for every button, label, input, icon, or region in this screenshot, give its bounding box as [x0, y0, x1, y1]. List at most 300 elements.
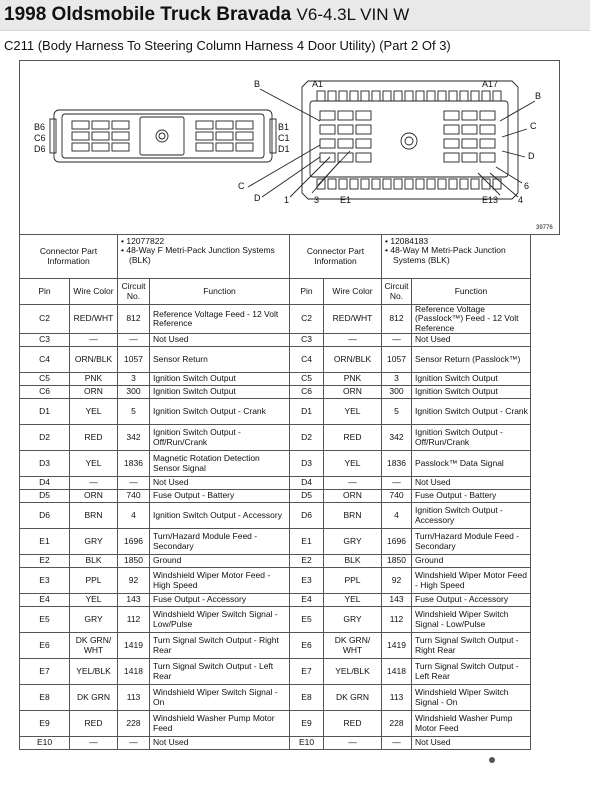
wire-color-cell: ORN	[70, 386, 118, 399]
connector-cavity	[438, 91, 446, 101]
left-label-d6: D6	[34, 144, 46, 154]
function-cell: Sensor Return	[150, 347, 290, 373]
wire-color-cell: —	[70, 477, 118, 490]
pin-cell: C3	[20, 334, 70, 347]
connector-cavity	[317, 179, 325, 189]
col-pin: Pin	[20, 279, 70, 305]
pin-cell: E7	[290, 659, 324, 685]
circuit-cell: 112	[382, 607, 412, 633]
pin-cell: C4	[290, 347, 324, 373]
wire-color-cell: RED	[70, 711, 118, 737]
wire-color-cell: —	[324, 334, 382, 347]
wire-color-cell: RED/WHT	[70, 305, 118, 334]
function-cell: Windshield Wiper Motor Feed - High Speed	[412, 568, 531, 594]
callout-e13: E13	[482, 195, 499, 205]
connector-cavity	[196, 132, 213, 140]
pin-cell: E3	[20, 568, 70, 594]
left-part-description: • 48-Way F Metri-Pack Junction Systems (BLK)	[121, 245, 275, 265]
vehicle-title: 1998 Oldsmobile Truck Bravada	[4, 4, 292, 25]
connector-cavity	[394, 91, 402, 101]
pin-cell: C4	[20, 347, 70, 373]
table-row	[20, 737, 531, 750]
circuit-cell: 113	[382, 685, 412, 711]
circuit-cell: 1836	[382, 451, 412, 477]
connector-cavity	[339, 91, 347, 101]
connector-cavity	[361, 91, 369, 101]
connector-cavity	[236, 132, 253, 140]
pin-cell: D5	[290, 490, 324, 503]
col-circuit-no: Circuit No.	[118, 279, 150, 305]
info-row	[20, 235, 531, 279]
function-cell: Windshield Wiper Switch Signal - Low/Pulse	[412, 607, 531, 633]
pin-cell: D1	[20, 399, 70, 425]
right-part-info	[382, 235, 531, 279]
function-cell: Ground	[150, 555, 290, 568]
wire-color-cell: PPL	[70, 568, 118, 594]
wire-color-cell: YEL	[70, 451, 118, 477]
col-wire-color: Wire Color	[324, 279, 382, 305]
function-cell: Ignition Switch Output - Accessory	[150, 503, 290, 529]
pin-cell: E6	[20, 633, 70, 659]
function-cell: Ignition Switch Output - Accessory	[412, 503, 531, 529]
connector-cavity	[480, 125, 495, 134]
circuit-cell: 1419	[118, 633, 150, 659]
connector-cavity	[444, 153, 459, 162]
function-cell: Ignition Switch Output - Off/Run/Crank	[412, 425, 531, 451]
table-row	[20, 334, 531, 347]
table-row	[20, 594, 531, 607]
connector-cavity	[338, 153, 353, 162]
table-row	[20, 305, 531, 334]
table-row	[20, 555, 531, 568]
connector-cavity	[449, 179, 457, 189]
pin-cell: E8	[20, 685, 70, 711]
table-row	[20, 490, 531, 503]
circuit-cell: 5	[382, 399, 412, 425]
wire-color-cell: PPL	[324, 568, 382, 594]
circuit-cell: 228	[118, 711, 150, 737]
wire-color-cell: RED	[324, 425, 382, 451]
function-cell: Windshield Washer Pump Motor Feed	[150, 711, 290, 737]
pin-cell: D4	[20, 477, 70, 490]
function-cell: Reference Voltage (Passlock™) Feed - 12 Volt Reference	[412, 305, 531, 334]
connector-cavity	[216, 132, 233, 140]
circuit-cell: 3	[118, 373, 150, 386]
pin-cell: D3	[20, 451, 70, 477]
connector-cavity	[338, 111, 353, 120]
pin-cell: E3	[290, 568, 324, 594]
function-cell: Windshield Wiper Motor Feed - High Speed	[150, 568, 290, 594]
circuit-cell: 113	[118, 685, 150, 711]
table-row	[20, 568, 531, 594]
connector-cavity	[372, 91, 380, 101]
connector-cavity	[320, 111, 335, 120]
circuit-cell: 1850	[382, 555, 412, 568]
col-function: Function	[150, 279, 290, 305]
pin-cell: D2	[290, 425, 324, 451]
pin-cell: E7	[20, 659, 70, 685]
pin-cell: C6	[20, 386, 70, 399]
function-cell: Ignition Switch Output	[150, 386, 290, 399]
function-cell: Windshield Wiper Switch Signal - On	[150, 685, 290, 711]
callout-3: 3	[314, 195, 320, 205]
circuit-cell: 740	[118, 490, 150, 503]
table-row	[20, 373, 531, 386]
connector-cavity	[482, 91, 490, 101]
pin-cell: D4	[290, 477, 324, 490]
circuit-cell: 1850	[118, 555, 150, 568]
connector-cavity	[350, 179, 358, 189]
function-cell: Windshield Wiper Switch Signal - Low/Pulse	[150, 607, 290, 633]
circuit-cell: 300	[118, 386, 150, 399]
col-wire-color: Wire Color	[70, 279, 118, 305]
circuit-cell: 143	[118, 594, 150, 607]
right-label-b1: B1	[278, 122, 290, 132]
callout-4: 4	[518, 195, 524, 205]
wire-color-cell: YEL	[324, 399, 382, 425]
callout-6: 6	[524, 181, 530, 191]
connector-cavity	[216, 143, 233, 151]
function-cell: Not Used	[412, 737, 531, 750]
col-pin: Pin	[290, 279, 324, 305]
connector-cavity	[449, 91, 457, 101]
wire-color-cell: PNK	[324, 373, 382, 386]
connector-cavity	[92, 143, 109, 151]
connector-cavity	[72, 132, 89, 140]
left-label-b6: B6	[34, 122, 46, 132]
function-cell: Ignition Switch Output	[412, 373, 531, 386]
circuit-cell: 112	[118, 607, 150, 633]
wire-color-cell: DK GRN/ WHT	[70, 633, 118, 659]
connector-cavity	[462, 125, 477, 134]
pin-cell: D3	[290, 451, 324, 477]
connector-cavity	[320, 125, 335, 134]
connector-cavity	[438, 179, 446, 189]
pin-cell: D5	[20, 490, 70, 503]
connector-cavity	[471, 179, 479, 189]
circuit-cell: 300	[382, 386, 412, 399]
pin-cell: E8	[290, 685, 324, 711]
table-row	[20, 399, 531, 425]
left-label-c6: C6	[34, 133, 46, 143]
connector-cavity	[462, 139, 477, 148]
table-row	[20, 451, 531, 477]
circuit-cell: 740	[382, 490, 412, 503]
function-cell: Ignition Switch Output	[412, 386, 531, 399]
wire-color-cell: ORN	[324, 490, 382, 503]
circuit-cell: —	[118, 334, 150, 347]
connector-cavity	[427, 179, 435, 189]
function-cell: Magnetic Rotation Detection Sensor Signal	[150, 451, 290, 477]
circuit-cell: 1057	[118, 347, 150, 373]
function-cell: Reference Voltage Feed - 12 Volt Reference	[150, 305, 290, 334]
connector-cavity	[328, 179, 336, 189]
connector-cavity	[394, 179, 402, 189]
connector-cavity	[92, 121, 109, 129]
function-cell: Turn/Hazard Module Feed - Secondary	[412, 529, 531, 555]
wire-color-cell: DK GRN	[70, 685, 118, 711]
wire-color-cell: —	[324, 737, 382, 750]
circuit-cell: 3	[382, 373, 412, 386]
wire-color-cell: YEL/BLK	[70, 659, 118, 685]
pin-cell: E5	[290, 607, 324, 633]
pin-cell: E9	[290, 711, 324, 737]
wire-color-cell: ORN	[324, 386, 382, 399]
wire-color-cell: YEL	[70, 594, 118, 607]
pin-cell: E1	[20, 529, 70, 555]
function-cell: Windshield Washer Pump Motor Feed	[412, 711, 531, 737]
function-cell: Windshield Wiper Switch Signal - On	[412, 685, 531, 711]
connector-cavity	[196, 121, 213, 129]
connector-diagram-svg	[20, 61, 559, 234]
table-row	[20, 711, 531, 737]
function-cell: Not Used	[412, 477, 531, 490]
connector-cavity	[196, 143, 213, 151]
pin-cell: E10	[290, 737, 324, 750]
callout-e1: E1	[340, 195, 352, 205]
pin-cell: E1	[290, 529, 324, 555]
pin-cell: E5	[20, 607, 70, 633]
connector-cavity	[72, 121, 89, 129]
function-cell: Fuse Output - Accessory	[150, 594, 290, 607]
left-info-label: Connector Part Information	[20, 235, 118, 279]
connector-cavity	[405, 179, 413, 189]
connector-cavity	[328, 91, 336, 101]
connector-cavity	[383, 91, 391, 101]
circuit-cell: —	[382, 477, 412, 490]
pin-cell: C6	[290, 386, 324, 399]
connector-cavity	[338, 125, 353, 134]
function-cell: Not Used	[150, 334, 290, 347]
figure-ref-number: 39776	[536, 225, 553, 231]
connector-cavity	[236, 121, 253, 129]
col-circuit-no: Circuit No.	[382, 279, 412, 305]
connector-cavity	[471, 91, 479, 101]
table-row	[20, 503, 531, 529]
engine-label: V6-4.3L VIN W	[296, 5, 410, 24]
wire-color-cell: —	[70, 737, 118, 750]
connector-subtitle: C211 (Body Harness To Steering Column Harness 4 Door Utility) (Part 2 Of 3)	[4, 38, 451, 53]
wire-color-cell: YEL	[324, 451, 382, 477]
connector-cavity	[356, 125, 371, 134]
left-part-info	[118, 235, 290, 279]
circuit-cell: 228	[382, 711, 412, 737]
table-row	[20, 386, 531, 399]
connector-cavity	[480, 153, 495, 162]
right-label-c1: C1	[278, 133, 290, 143]
circuit-cell: —	[118, 477, 150, 490]
connector-cavity	[361, 179, 369, 189]
pin-cell: E10	[20, 737, 70, 750]
connector-cavity	[92, 132, 109, 140]
circuit-cell: 1418	[118, 659, 150, 685]
function-cell: Not Used	[150, 477, 290, 490]
connector-cavity	[493, 91, 501, 101]
function-cell: Fuse Output - Accessory	[412, 594, 531, 607]
function-cell: Turn/Hazard Module Feed - Secondary	[150, 529, 290, 555]
callout-b-right: B	[535, 91, 542, 101]
circuit-cell: —	[382, 334, 412, 347]
connector-cavity	[356, 111, 371, 120]
connector-cavity	[460, 91, 468, 101]
connector-cavity	[350, 91, 358, 101]
right-part-number: • 12084183	[385, 236, 429, 246]
wire-color-cell: GRY	[324, 529, 382, 555]
wire-color-cell: RED/WHT	[324, 305, 382, 334]
wire-color-cell: YEL	[70, 399, 118, 425]
circuit-cell: 812	[118, 305, 150, 334]
callout-c-left: C	[238, 181, 245, 191]
wire-color-cell: —	[324, 477, 382, 490]
wire-color-cell: PNK	[70, 373, 118, 386]
page-header	[0, 0, 590, 31]
wire-color-cell: YEL	[324, 594, 382, 607]
function-cell: Fuse Output - Battery	[150, 490, 290, 503]
connector-cavity	[460, 179, 468, 189]
connector-cavity	[416, 91, 424, 101]
pin-cell: D1	[290, 399, 324, 425]
callout-d-right: D	[528, 151, 535, 161]
function-cell: Turn Signal Switch Output - Right Rear	[412, 633, 531, 659]
connector-cavity	[462, 153, 477, 162]
function-cell: Fuse Output - Battery	[412, 490, 531, 503]
function-cell: Ignition Switch Output - Crank	[150, 399, 290, 425]
callout-d-left: D	[254, 193, 261, 203]
page-indicator-dot	[489, 757, 495, 763]
connector-cavity	[480, 111, 495, 120]
callout-1: 1	[284, 195, 290, 205]
circuit-cell: 5	[118, 399, 150, 425]
connector-cavity	[383, 179, 391, 189]
wire-color-cell: BLK	[324, 555, 382, 568]
wire-color-cell: ORN	[70, 490, 118, 503]
wire-color-cell: BLK	[70, 555, 118, 568]
circuit-cell: 92	[382, 568, 412, 594]
connector-cavity	[444, 125, 459, 134]
left-part-number: • 12077822	[121, 236, 165, 246]
right-part-description: • 48-Way M Metri-Pack Junction Systems (BLK)	[385, 245, 506, 265]
pin-cell: C2	[20, 305, 70, 334]
wire-color-cell: DK GRN/ WHT	[324, 633, 382, 659]
pin-cell: E2	[290, 555, 324, 568]
pin-cell: C3	[290, 334, 324, 347]
connector-cavity	[320, 153, 335, 162]
callout-b-top: B	[254, 79, 261, 89]
circuit-cell: —	[118, 737, 150, 750]
pin-cell: C5	[290, 373, 324, 386]
wire-color-cell: DK GRN	[324, 685, 382, 711]
page-title	[4, 4, 409, 26]
connector-diagram	[19, 60, 560, 235]
connector-cavity	[236, 143, 253, 151]
table-row	[20, 347, 531, 373]
function-cell: Not Used	[412, 334, 531, 347]
connector-cavity	[462, 111, 477, 120]
wire-color-cell: —	[70, 334, 118, 347]
pin-cell: C5	[20, 373, 70, 386]
function-cell: Ignition Switch Output - Crank	[412, 399, 531, 425]
callout-a1: A1	[312, 79, 324, 89]
connector-cavity	[416, 179, 424, 189]
connector-cavity	[427, 91, 435, 101]
pin-cell: E4	[20, 594, 70, 607]
connector-cavity	[372, 179, 380, 189]
connector-cavity	[356, 153, 371, 162]
col-function: Function	[412, 279, 531, 305]
pin-cell: E9	[20, 711, 70, 737]
connector-cavity	[339, 179, 347, 189]
connector-cavity	[356, 139, 371, 148]
circuit-cell: 1057	[382, 347, 412, 373]
table-row	[20, 633, 531, 659]
column-header-row	[20, 279, 531, 305]
connector-cavity	[317, 91, 325, 101]
circuit-cell: 1418	[382, 659, 412, 685]
connector-cavity	[112, 143, 129, 151]
pin-cell: D6	[290, 503, 324, 529]
circuit-cell: 1696	[118, 529, 150, 555]
wire-color-cell: YEL/BLK	[324, 659, 382, 685]
pin-cell: C2	[290, 305, 324, 334]
circuit-cell: 143	[382, 594, 412, 607]
circuit-cell: 812	[382, 305, 412, 334]
function-cell: Sensor Return (Passlock™)	[412, 347, 531, 373]
function-cell: Turn Signal Switch Output - Left Rear	[150, 659, 290, 685]
connector-cavity	[493, 179, 501, 189]
function-cell: Passlock™ Data Signal	[412, 451, 531, 477]
connector-cavity	[405, 91, 413, 101]
function-cell: Turn Signal Switch Output - Left Rear	[412, 659, 531, 685]
circuit-cell: 1696	[382, 529, 412, 555]
circuit-cell: —	[382, 737, 412, 750]
wire-color-cell: GRY	[70, 529, 118, 555]
pin-cell: D6	[20, 503, 70, 529]
pin-cell: E4	[290, 594, 324, 607]
connector-cavity	[72, 143, 89, 151]
table-row	[20, 607, 531, 633]
function-cell: Ground	[412, 555, 531, 568]
wire-color-cell: BRN	[324, 503, 382, 529]
wire-color-cell: RED	[70, 425, 118, 451]
function-cell: Not Used	[150, 737, 290, 750]
connector-cavity	[444, 139, 459, 148]
pin-cell: E2	[20, 555, 70, 568]
connector-table	[19, 234, 531, 750]
connector-cavity	[480, 139, 495, 148]
callout-c-right: C	[530, 121, 537, 131]
wire-color-cell: ORN/BLK	[70, 347, 118, 373]
pin-cell: E6	[290, 633, 324, 659]
connector-cavity	[444, 111, 459, 120]
function-cell: Turn Signal Switch Output - Right Rear	[150, 633, 290, 659]
circuit-cell: 342	[382, 425, 412, 451]
table-row	[20, 477, 531, 490]
function-cell: Ignition Switch Output	[150, 373, 290, 386]
connector-cavity	[338, 139, 353, 148]
right-info-label: Connector Part Information	[290, 235, 382, 279]
table-row	[20, 425, 531, 451]
connector-cavity	[112, 132, 129, 140]
table-row	[20, 659, 531, 685]
wire-color-cell: ORN/BLK	[324, 347, 382, 373]
connector-cavity	[216, 121, 233, 129]
table-row	[20, 685, 531, 711]
circuit-cell: 4	[382, 503, 412, 529]
pin-cell: D2	[20, 425, 70, 451]
right-label-d1: D1	[278, 144, 290, 154]
table-row	[20, 529, 531, 555]
function-cell: Ignition Switch Output - Off/Run/Crank	[150, 425, 290, 451]
